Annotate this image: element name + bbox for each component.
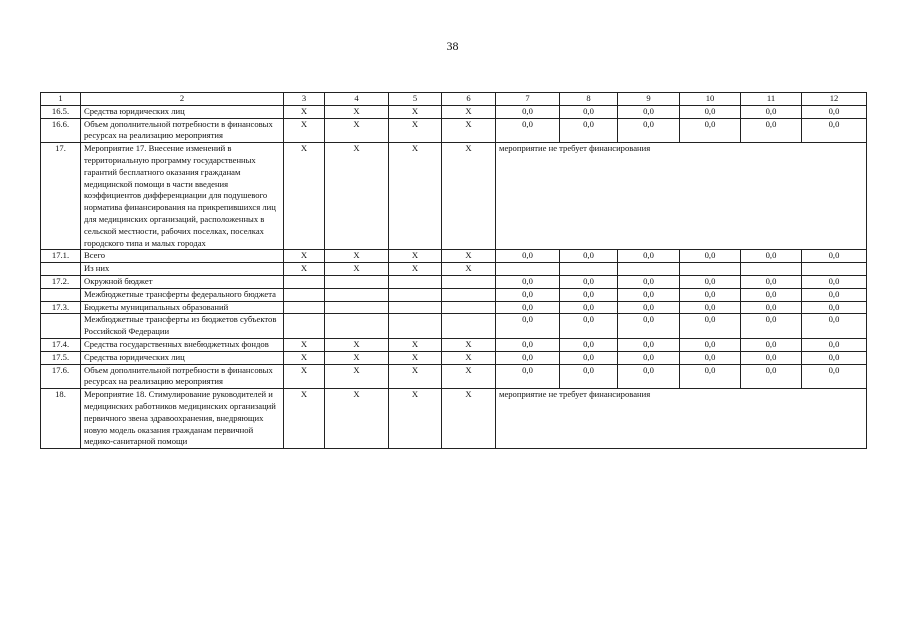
- row-number-cell: 17.3.: [41, 301, 81, 314]
- value-cell: 0,0: [496, 275, 560, 288]
- value-cell: 0,0: [680, 118, 741, 143]
- value-cell: 0,0: [680, 314, 741, 339]
- x-cell: X: [389, 118, 442, 143]
- value-cell: [802, 263, 867, 276]
- header-cell: 2: [81, 93, 284, 106]
- value-cell: 0,0: [560, 275, 618, 288]
- value-cell: 0,0: [802, 351, 867, 364]
- row-number-cell: 17.5.: [41, 351, 81, 364]
- row-label-cell: Средства юридических лиц: [81, 351, 284, 364]
- value-cell: 0,0: [496, 118, 560, 143]
- row-label-cell: Из них: [81, 263, 284, 276]
- x-cell: X: [284, 389, 325, 449]
- x-cell: X: [389, 263, 442, 276]
- value-cell: 0,0: [496, 314, 560, 339]
- x-cell: [442, 275, 496, 288]
- value-cell: 0,0: [802, 105, 867, 118]
- value-cell: [496, 263, 560, 276]
- x-cell: X: [389, 351, 442, 364]
- table-row: [41, 351, 867, 364]
- x-cell: [389, 275, 442, 288]
- row-number-cell: 17.6.: [41, 364, 81, 389]
- row-label-cell: Бюджеты муниципальных образований: [81, 301, 284, 314]
- value-cell: [560, 263, 618, 276]
- value-cell: 0,0: [560, 364, 618, 389]
- value-cell: [741, 263, 802, 276]
- value-cell: 0,0: [496, 364, 560, 389]
- row-label-cell: Окружной бюджет: [81, 275, 284, 288]
- value-cell: 0,0: [560, 338, 618, 351]
- header-cell: 7: [496, 93, 560, 106]
- table-row: [41, 118, 867, 143]
- value-cell: 0,0: [496, 301, 560, 314]
- x-cell: X: [284, 338, 325, 351]
- x-cell: X: [325, 250, 389, 263]
- x-cell: X: [325, 263, 389, 276]
- x-cell: [325, 314, 389, 339]
- x-cell: X: [284, 351, 325, 364]
- value-cell: 0,0: [618, 105, 680, 118]
- row-label-cell: Мероприятие 17. Внесение изменений в территориальную программу государственных гарантий бесплатного оказания гражданам медицинской помощи в части введения коэффициентов дифференциации для подушевого норматива финансирования на прикрепившихся лиц для медицинских организаций, расположенных в сельской местности, рабочих поселках, поселках городского типа и малых городах: [81, 143, 284, 250]
- page-number: 38: [446, 39, 459, 53]
- row-number-cell: [41, 314, 81, 339]
- value-cell: 0,0: [560, 250, 618, 263]
- value-cell: 0,0: [741, 250, 802, 263]
- table-row: [41, 301, 867, 314]
- x-cell: X: [284, 105, 325, 118]
- value-cell: 0,0: [802, 275, 867, 288]
- value-cell: 0,0: [741, 105, 802, 118]
- row-number-cell: 17.2.: [41, 275, 81, 288]
- value-cell: 0,0: [741, 351, 802, 364]
- header-cell: 1: [41, 93, 81, 106]
- table-body: [41, 105, 867, 448]
- x-cell: X: [442, 364, 496, 389]
- table-row: [41, 105, 867, 118]
- x-cell: X: [389, 364, 442, 389]
- x-cell: X: [325, 338, 389, 351]
- value-cell: 0,0: [802, 338, 867, 351]
- x-cell: X: [284, 143, 325, 250]
- x-cell: [284, 314, 325, 339]
- value-cell: 0,0: [741, 364, 802, 389]
- x-cell: [442, 314, 496, 339]
- x-cell: [325, 275, 389, 288]
- value-cell: 0,0: [680, 364, 741, 389]
- value-cell: 0,0: [802, 314, 867, 339]
- x-cell: X: [442, 351, 496, 364]
- x-cell: X: [389, 250, 442, 263]
- header-cell: 10: [680, 93, 741, 106]
- x-cell: X: [442, 263, 496, 276]
- value-cell: 0,0: [741, 338, 802, 351]
- row-label-cell: Всего: [81, 250, 284, 263]
- value-cell: 0,0: [496, 288, 560, 301]
- x-cell: X: [325, 351, 389, 364]
- row-label-cell: Средства юридических лиц: [81, 105, 284, 118]
- financing-note-cell: мероприятие не требует финансирования: [496, 143, 867, 250]
- row-number-cell: 17.: [41, 143, 81, 250]
- value-cell: 0,0: [741, 301, 802, 314]
- value-cell: 0,0: [560, 314, 618, 339]
- row-label-cell: Объем дополнительной потребности в финансовых ресурсах на реализацию мероприятия: [81, 118, 284, 143]
- x-cell: X: [442, 250, 496, 263]
- row-label-cell: Межбюджетные трансферты из бюджетов субъектов Российской Федерации: [81, 314, 284, 339]
- value-cell: 0,0: [741, 288, 802, 301]
- x-cell: [389, 314, 442, 339]
- value-cell: 0,0: [496, 250, 560, 263]
- row-label-cell: Мероприятие 18. Стимулирование руководителей и медицинских работников медицинских организаций первичного звена здравоохранения, внедряющих новую модель оказания гражданам первичной медико-санитарной помощи: [81, 389, 284, 449]
- x-cell: [284, 301, 325, 314]
- x-cell: X: [389, 105, 442, 118]
- value-cell: 0,0: [680, 250, 741, 263]
- table-row: [41, 338, 867, 351]
- value-cell: 0,0: [741, 275, 802, 288]
- x-cell: X: [442, 105, 496, 118]
- header-cell: 11: [741, 93, 802, 106]
- x-cell: X: [284, 250, 325, 263]
- value-cell: 0,0: [560, 351, 618, 364]
- x-cell: X: [442, 389, 496, 449]
- value-cell: 0,0: [802, 288, 867, 301]
- row-number-cell: 17.4.: [41, 338, 81, 351]
- header-cell: 9: [618, 93, 680, 106]
- value-cell: 0,0: [560, 288, 618, 301]
- header-row: [41, 93, 867, 106]
- value-cell: 0,0: [802, 364, 867, 389]
- header-cell: 12: [802, 93, 867, 106]
- header-cell: 8: [560, 93, 618, 106]
- row-label-cell: Межбюджетные трансферты федерального бюджета: [81, 288, 284, 301]
- value-cell: 0,0: [741, 118, 802, 143]
- x-cell: [325, 288, 389, 301]
- x-cell: [389, 288, 442, 301]
- header-cell: 3: [284, 93, 325, 106]
- x-cell: X: [325, 364, 389, 389]
- value-cell: 0,0: [680, 338, 741, 351]
- header-cell: 4: [325, 93, 389, 106]
- row-number-cell: 16.5.: [41, 105, 81, 118]
- value-cell: 0,0: [560, 118, 618, 143]
- x-cell: X: [442, 118, 496, 143]
- value-cell: 0,0: [618, 118, 680, 143]
- table-row: [41, 263, 867, 276]
- table-row: [41, 288, 867, 301]
- x-cell: X: [284, 263, 325, 276]
- x-cell: [389, 301, 442, 314]
- financing-table: [40, 92, 867, 449]
- x-cell: X: [442, 338, 496, 351]
- row-number-cell: 18.: [41, 389, 81, 449]
- value-cell: 0,0: [560, 105, 618, 118]
- value-cell: 0,0: [618, 364, 680, 389]
- value-cell: 0,0: [618, 275, 680, 288]
- value-cell: 0,0: [680, 275, 741, 288]
- row-number-cell: 16.6.: [41, 118, 81, 143]
- value-cell: 0,0: [802, 301, 867, 314]
- value-cell: 0,0: [496, 105, 560, 118]
- value-cell: [680, 263, 741, 276]
- value-cell: 0,0: [680, 288, 741, 301]
- x-cell: X: [442, 143, 496, 250]
- financing-note-cell: мероприятие не требует финансирования: [496, 389, 867, 449]
- value-cell: 0,0: [496, 338, 560, 351]
- value-cell: 0,0: [618, 301, 680, 314]
- table-row: [41, 314, 867, 339]
- x-cell: X: [325, 389, 389, 449]
- x-cell: [442, 288, 496, 301]
- x-cell: [284, 288, 325, 301]
- value-cell: 0,0: [618, 351, 680, 364]
- table-row: [41, 364, 867, 389]
- value-cell: 0,0: [802, 118, 867, 143]
- row-label-cell: Средства государственных внебюджетных фондов: [81, 338, 284, 351]
- value-cell: 0,0: [680, 351, 741, 364]
- x-cell: X: [284, 118, 325, 143]
- x-cell: X: [389, 338, 442, 351]
- value-cell: 0,0: [618, 288, 680, 301]
- x-cell: X: [284, 364, 325, 389]
- header-cell: 5: [389, 93, 442, 106]
- x-cell: [284, 275, 325, 288]
- table-row: [41, 275, 867, 288]
- value-cell: 0,0: [618, 314, 680, 339]
- value-cell: 0,0: [560, 301, 618, 314]
- x-cell: X: [389, 143, 442, 250]
- row-number-cell: [41, 263, 81, 276]
- header-cell: 6: [442, 93, 496, 106]
- value-cell: 0,0: [680, 301, 741, 314]
- table-row-measure: [41, 389, 867, 449]
- x-cell: X: [325, 118, 389, 143]
- x-cell: X: [325, 105, 389, 118]
- table-row-measure: [41, 143, 867, 250]
- value-cell: 0,0: [680, 105, 741, 118]
- value-cell: 0,0: [618, 250, 680, 263]
- x-cell: X: [325, 143, 389, 250]
- value-cell: 0,0: [618, 338, 680, 351]
- value-cell: [618, 263, 680, 276]
- table-row: [41, 250, 867, 263]
- x-cell: [325, 301, 389, 314]
- value-cell: 0,0: [802, 250, 867, 263]
- value-cell: 0,0: [741, 314, 802, 339]
- row-label-cell: Объем дополнительной потребности в финансовых ресурсах на реализацию мероприятия: [81, 364, 284, 389]
- row-number-cell: 17.1.: [41, 250, 81, 263]
- row-number-cell: [41, 288, 81, 301]
- x-cell: [442, 301, 496, 314]
- value-cell: 0,0: [496, 351, 560, 364]
- x-cell: X: [389, 389, 442, 449]
